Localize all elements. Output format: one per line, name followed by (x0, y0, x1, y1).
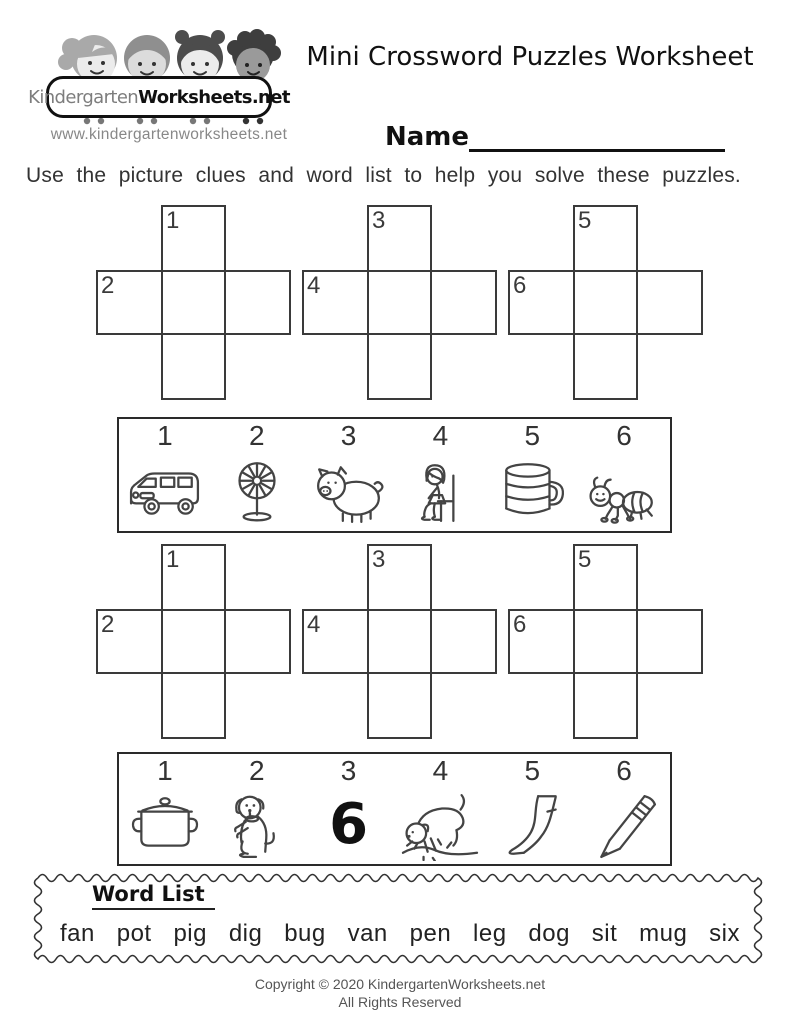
word: leg (473, 920, 507, 947)
clue-number: 2 (248, 420, 265, 451)
across-clue-number: 4 (307, 611, 321, 638)
clue-number: 6 (616, 420, 632, 451)
word: dig (228, 920, 263, 947)
down-clue-number: 5 (578, 546, 592, 573)
clue-item (486, 754, 578, 864)
website-url: www.kindergartenworksheets.net (50, 126, 288, 143)
crossword-puzzle-5 (302, 544, 497, 739)
clue-item (303, 419, 395, 531)
down-clue-number: 5 (578, 207, 592, 234)
copyright-line: Copyright © 2020 KindergartenWorksheets.net (254, 976, 546, 992)
clue-item (303, 754, 395, 864)
word-list-box (32, 872, 768, 968)
dog-begging-icon (211, 786, 303, 864)
clue-number: 5 (524, 755, 541, 786)
word: pot (116, 920, 152, 947)
picture-clue-box-2 (117, 752, 672, 866)
brand-name: KindergartenWorksheets.net (28, 86, 290, 108)
rights-line: All Rights Reserved (338, 994, 462, 1010)
crossword-puzzle-4 (96, 544, 291, 739)
down-clue-number: 1 (166, 207, 180, 234)
name-blank-line (469, 123, 725, 152)
numeral-six-icon: 6 (329, 792, 369, 857)
word: dog (528, 920, 570, 947)
instruction-text: Use the picture clues and word list to help you solve these puzzles. (26, 164, 741, 187)
clue-item (119, 419, 211, 531)
clue-item (486, 419, 578, 531)
word-list-heading: Word List (92, 882, 215, 910)
word: pig (173, 920, 207, 947)
leg-icon (486, 786, 578, 864)
footer (0, 976, 800, 1010)
clue-number: 4 (432, 755, 449, 786)
clue-item (211, 419, 303, 531)
word: six (709, 920, 740, 947)
clue-item (394, 419, 486, 531)
clue-number: 3 (340, 420, 357, 451)
van-icon (119, 451, 211, 531)
clue-number: 3 (340, 755, 357, 786)
clue-item (211, 754, 303, 864)
across-clue-number: 6 (513, 272, 527, 299)
word: van (347, 920, 388, 947)
clue-item (578, 754, 670, 864)
clue-number: 6 (616, 755, 632, 786)
crossword-puzzle-6 (508, 544, 703, 739)
word-list-words (60, 920, 740, 948)
word: mug (639, 920, 688, 947)
clue-item (578, 419, 670, 531)
clue-item (119, 754, 211, 864)
clue-number: 1 (157, 755, 173, 786)
mug-icon (486, 451, 578, 531)
clue-number: 2 (248, 755, 265, 786)
word: fan (60, 920, 95, 947)
name-row (385, 122, 725, 152)
name-label: Name (385, 122, 470, 152)
logo-sign (28, 76, 290, 118)
girl-sitting-icon (394, 451, 486, 531)
pot-icon (119, 786, 211, 864)
crossword-puzzle-1 (96, 205, 291, 400)
across-clue-number: 6 (513, 611, 527, 638)
fan-icon (211, 451, 303, 531)
across-clue-number: 2 (101, 272, 115, 299)
down-clue-number: 3 (372, 207, 386, 234)
down-clue-number: 3 (372, 546, 386, 573)
ant-icon (578, 451, 670, 531)
word: sit (591, 920, 618, 947)
down-clue-number: 1 (166, 546, 180, 573)
across-clue-number: 2 (101, 611, 115, 638)
picture-clue-box-1 (117, 417, 672, 533)
pig-icon (303, 451, 395, 531)
clue-number: 5 (524, 420, 541, 451)
page-title: Mini Crossword Puzzles Worksheet (306, 42, 754, 72)
dog-digging-icon (394, 786, 486, 864)
across-clue-number: 4 (307, 272, 321, 299)
word: bug (284, 920, 326, 947)
word: pen (409, 920, 452, 947)
clue-item (394, 754, 486, 864)
crossword-puzzle-2 (302, 205, 497, 400)
pen-icon (578, 786, 670, 864)
clue-number: 1 (157, 420, 173, 451)
crossword-puzzle-3 (508, 205, 703, 400)
clue-number: 4 (432, 420, 449, 451)
